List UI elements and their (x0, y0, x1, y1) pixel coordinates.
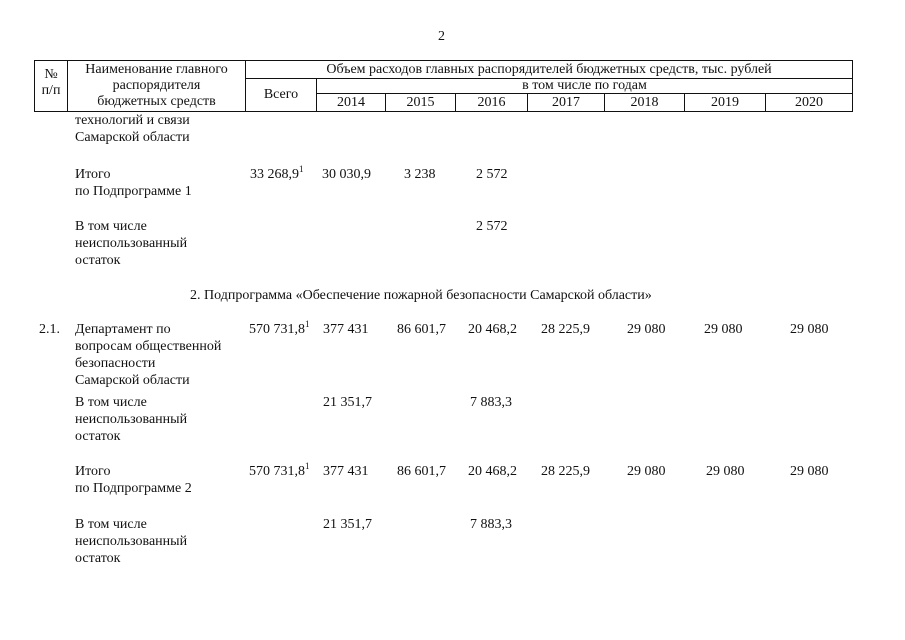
row-unused-label: В том числе неиспользованный остаток (75, 395, 188, 444)
header-year: 2014 (337, 95, 365, 110)
section2-itogo-2015: 86 601,7 (397, 464, 446, 479)
header-year: 2019 (711, 95, 739, 110)
row-unused-2016: 7 883,3 (470, 395, 512, 410)
footnote-mark: 1 (305, 319, 310, 329)
row-total: 570 731,8$^1$ (249, 319, 310, 337)
row-department-name: Департамент по вопросам общественной безопасности Самарской области (75, 322, 222, 388)
header-year: 2016 (477, 95, 506, 110)
section1-itogo-2016: 2 572 (476, 167, 508, 182)
header-name: Наименование главного распорядителя бюджетных средств (85, 62, 228, 109)
row-2018: 29 080 (627, 322, 666, 337)
header-year: 2015 (406, 95, 435, 110)
section2-itogo-2020: 29 080 (790, 464, 829, 479)
row-2017: 28 225,9 (541, 322, 590, 337)
footnote-mark: 1 (299, 164, 304, 174)
section1-itogo-total: 33 268,9$^1$ (250, 164, 304, 182)
row-2020: 29 080 (790, 322, 829, 337)
row-unused-2014: 21 351,7 (323, 395, 372, 410)
section1-itogo-2015: 3 238 (404, 167, 436, 182)
table-header (0, 0, 905, 120)
section2-itogo-2014: 377 431 (323, 464, 369, 479)
header-by-years: в том числе по годам (522, 78, 647, 93)
section2-itogo-label: Итого по Подпрограмме 2 (75, 464, 192, 496)
section2-unused-2016: 7 883,3 (470, 517, 512, 532)
header-right-border (852, 60, 853, 112)
row-2015: 86 601,7 (397, 322, 446, 337)
row-2014: 377 431 (323, 322, 369, 337)
row-2016: 20 468,2 (468, 322, 517, 337)
header-volume: Объем расходов главных распорядителей бюджетных средств, тыс. рублей (326, 62, 772, 77)
row-2019: 29 080 (704, 322, 743, 337)
header-year: 2020 (795, 95, 823, 110)
section2-itogo-2018: 29 080 (627, 464, 666, 479)
header-top-border (34, 60, 853, 61)
page-number: 2 (438, 29, 445, 44)
section2-itogo-2016: 20 468,2 (468, 464, 517, 479)
section2-unused-label: В том числе неиспользованный остаток (75, 517, 188, 566)
section2-itogo-2019: 29 080 (706, 464, 745, 479)
header-total: Всего (263, 87, 299, 102)
section1-itogo-label: Итого по Подпрограмме 1 (75, 167, 192, 199)
section2-itogo-2017: 28 225,9 (541, 464, 590, 479)
section2-title: 2. Подпрограмма «Обеспечение пожарной безопасности Самарской области» (190, 288, 652, 303)
section2-unused-2014: 21 351,7 (323, 517, 372, 532)
header-year: 2017 (552, 95, 580, 110)
header-year: 2018 (630, 95, 659, 110)
header-no: № п/п (41, 67, 61, 98)
section1-unused-label: В том числе неиспользованный остаток (75, 219, 188, 268)
section1-itogo-2014: 30 030,9 (322, 167, 371, 182)
section1-continued-name: технологий и связи Самарской области (75, 113, 190, 145)
section1-unused-2016: 2 572 (476, 219, 508, 234)
row-number: 2.1. (39, 322, 60, 337)
footnote-mark: 1 (305, 461, 310, 471)
section2-itogo-total: 570 731,8$^1$ (249, 461, 310, 479)
